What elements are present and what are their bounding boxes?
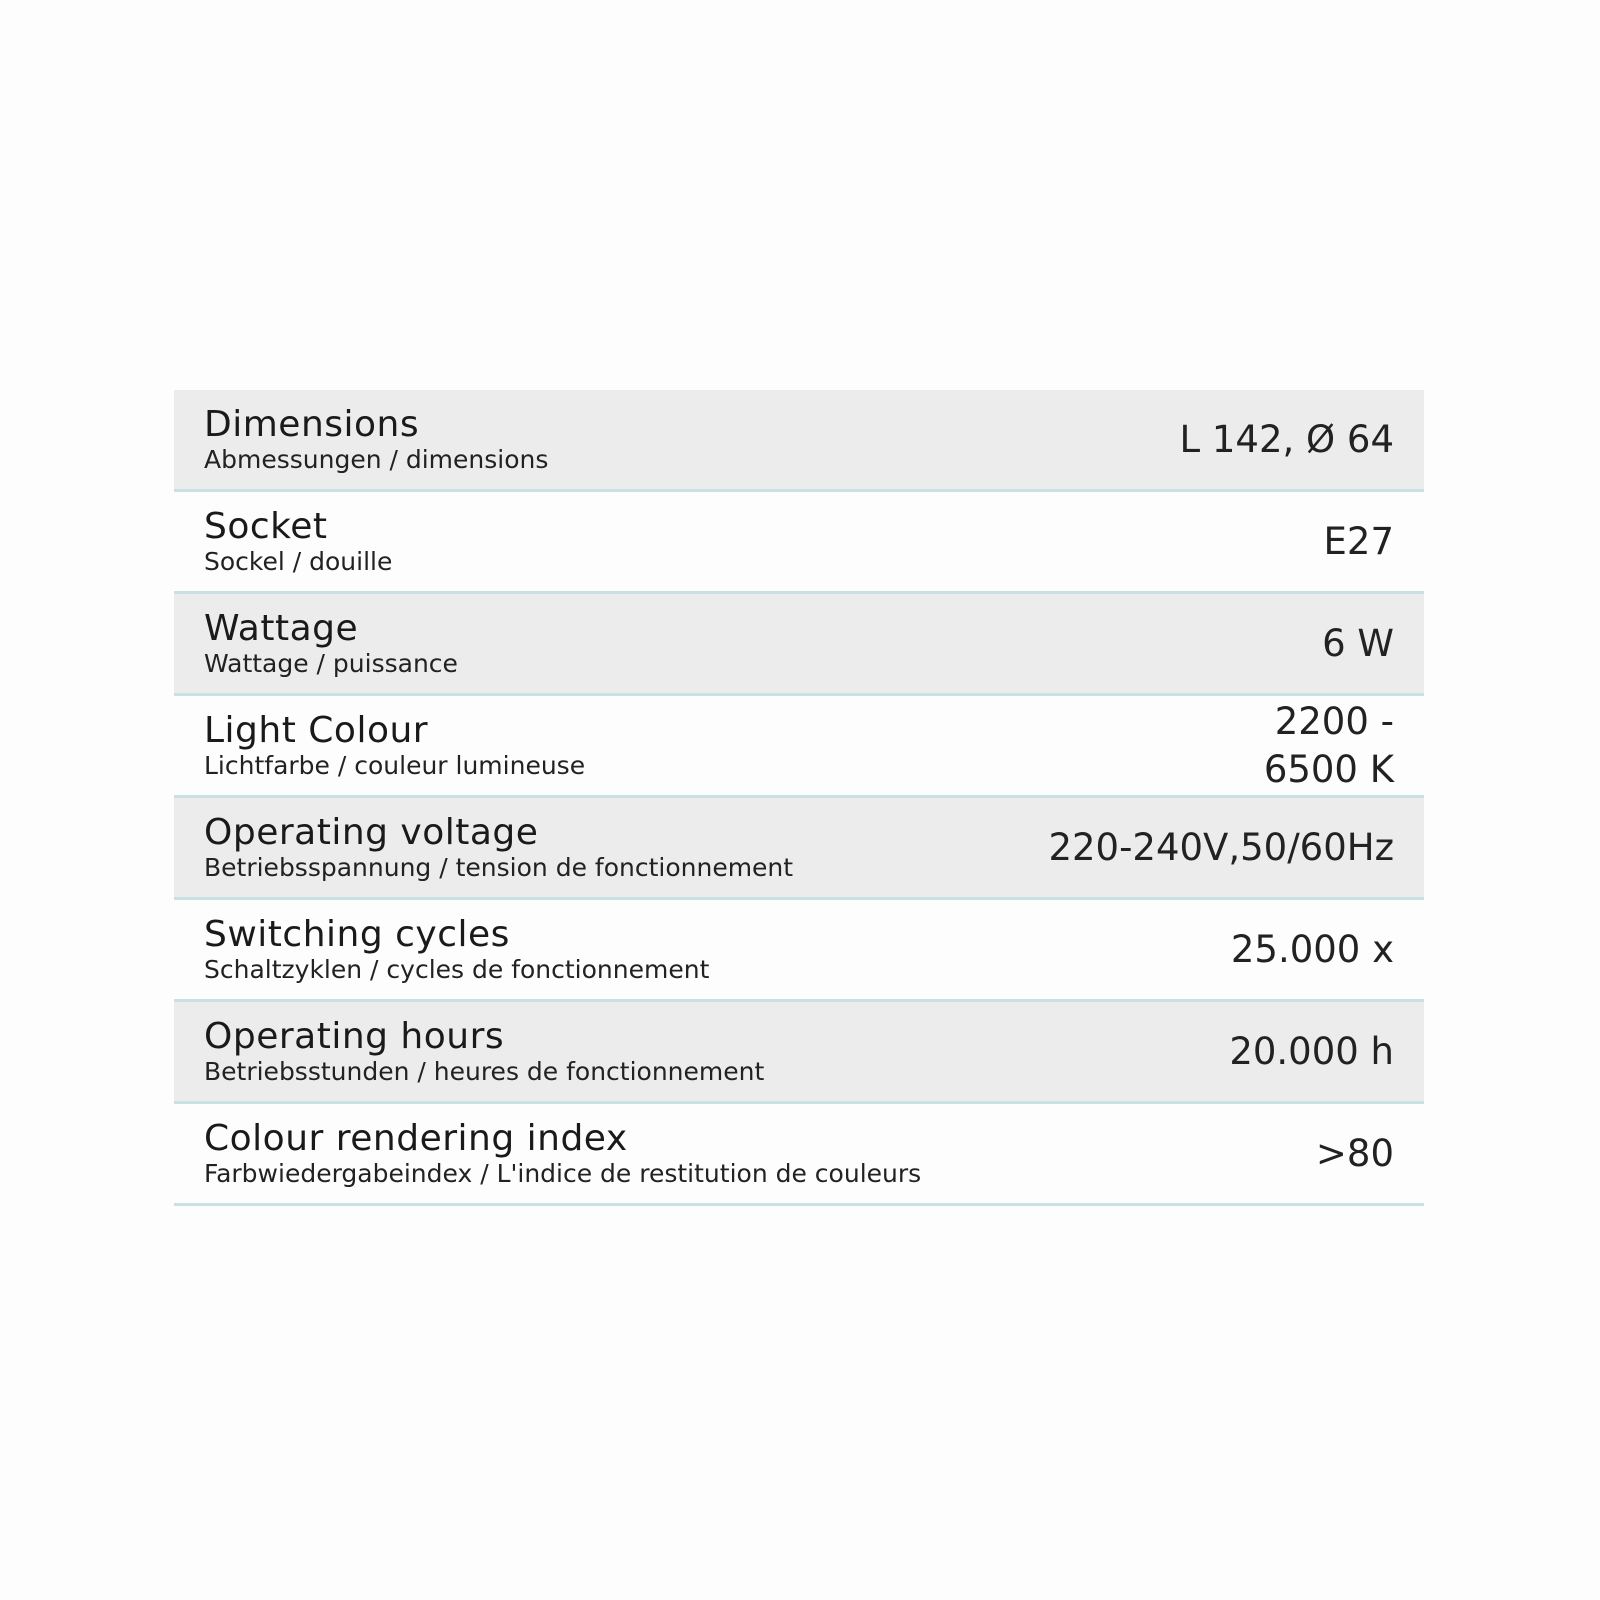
spec-value: E27	[1323, 519, 1394, 563]
spec-value: 6 W	[1322, 621, 1394, 665]
spec-value-line-1: 2200 -	[1274, 699, 1394, 743]
spec-title: Colour rendering index	[204, 1117, 628, 1159]
spec-subtitle: Betriebsstunden / heures de fonctionnement	[204, 1056, 765, 1086]
spec-title: Wattage	[204, 607, 359, 649]
spec-title: Socket	[204, 505, 328, 547]
spec-title: Operating voltage	[204, 811, 539, 853]
spec-row-operating-hours	[174, 1002, 1424, 1104]
spec-label	[174, 507, 392, 577]
spec-title: Switching cycles	[204, 913, 510, 955]
spec-label	[174, 711, 585, 781]
spec-title: Dimensions	[204, 403, 420, 445]
spec-value: >80	[1315, 1131, 1394, 1175]
spec-subtitle: Wattage / puissance	[204, 648, 458, 678]
spec-subtitle: Betriebsspannung / tension de fonctionnement	[204, 852, 794, 882]
spec-title: Light Colour	[204, 709, 429, 751]
spec-row-dimensions	[174, 390, 1424, 492]
spec-title: Operating hours	[204, 1015, 505, 1057]
spec-row-light-colour	[174, 696, 1424, 798]
spec-value	[1264, 698, 1424, 794]
spec-row-wattage	[174, 594, 1424, 696]
spec-label	[174, 405, 548, 475]
spec-subtitle: Sockel / douille	[204, 546, 393, 576]
spec-value-line-2: 6500 K	[1263, 747, 1394, 791]
spec-label	[174, 609, 458, 679]
spec-label	[174, 813, 793, 883]
spec-row-operating-voltage	[174, 798, 1424, 900]
spec-subtitle: Lichtfarbe / couleur lumineuse	[204, 750, 586, 780]
spec-label	[174, 1017, 764, 1087]
spec-value: L 142, Ø 64	[1179, 417, 1394, 461]
spec-value: 25.000 x	[1230, 927, 1394, 971]
spec-row-colour-rendering-index	[174, 1104, 1424, 1206]
spec-value: 220-240V,50/60Hz	[1048, 825, 1394, 869]
spec-label	[174, 915, 709, 985]
spec-label	[174, 1119, 921, 1189]
spec-row-socket	[174, 492, 1424, 594]
spec-subtitle: Farbwiedergabeindex / L'indice de restitution de couleurs	[204, 1158, 922, 1188]
spec-row-switching-cycles	[174, 900, 1424, 1002]
spec-subtitle: Schaltzyklen / cycles de fonctionnement	[204, 954, 710, 984]
spec-value: 20.000 h	[1229, 1029, 1394, 1073]
spec-subtitle: Abmessungen / dimensions	[204, 444, 549, 474]
spec-table	[174, 390, 1424, 1206]
